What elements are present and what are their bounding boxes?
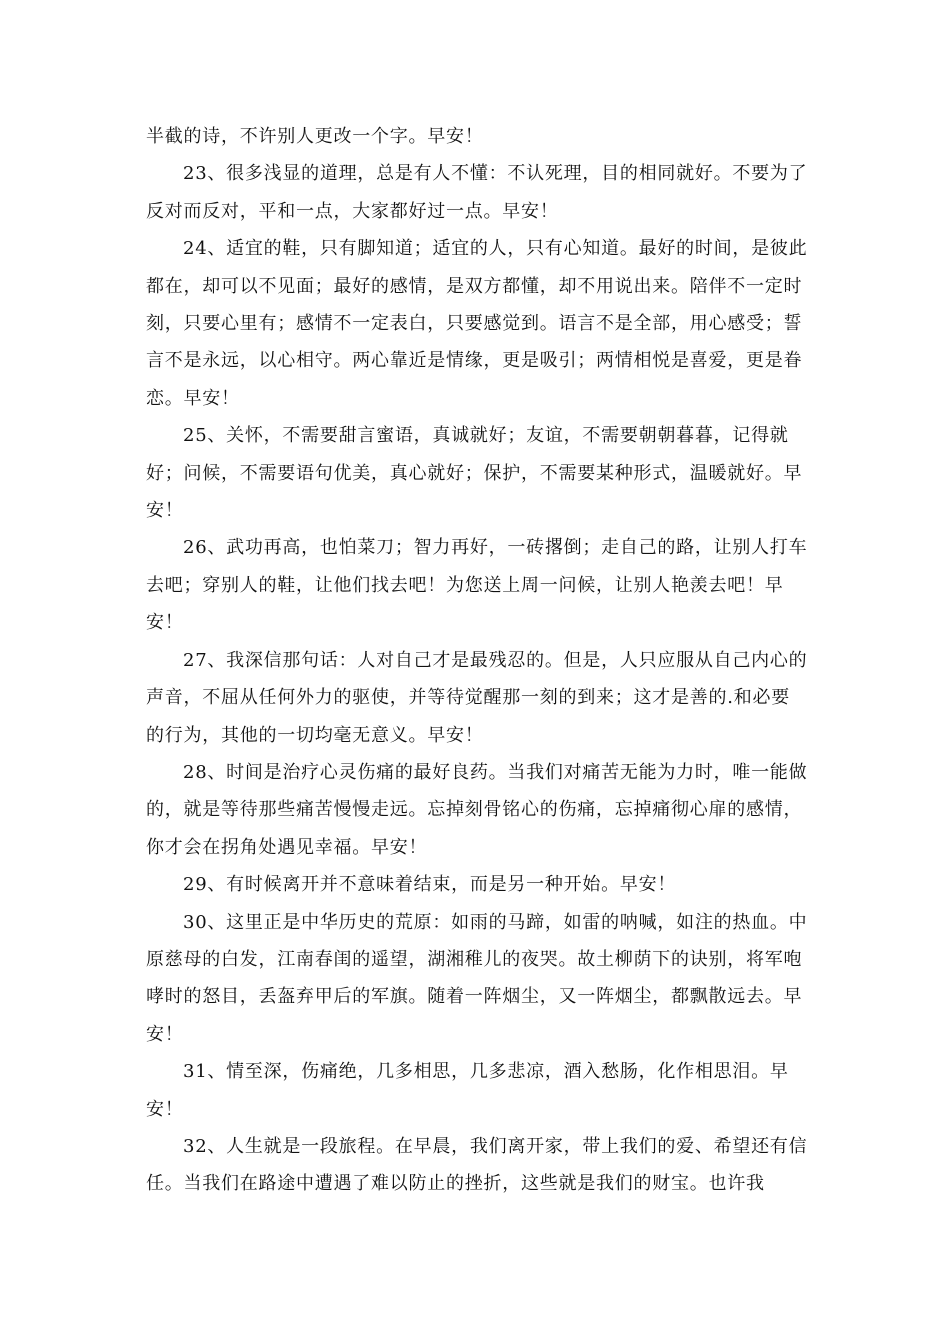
paragraph: 半截的诗，不许别人更改一个字。早安！: [146, 126, 484, 147]
paragraph: 26、武功再高，也怕菜刀；智力再好，一砖撂倒；走自己的路，让别人打车去吧；穿别人的鞋，让他们找去吧！为您送上周一问候，让别人艳羡去吧！早安！: [146, 537, 808, 634]
paragraph: 25、关怀，不需要甜言蜜语，真诚就好；友谊，不需要朝朝暮暮，记得就好；问候，不需要语句优美，真心就好；保护，不需要某种形式，温暖就好。早安！: [146, 425, 803, 522]
paragraph: 28、时间是治疗心灵伤痛的最好良药。当我们对痛苦无能为力时，唯一能做的，就是等待那些痛苦慢慢走远。忘掉刻骨铭心的伤痛，忘掉痛彻心扉的感情，你才会在拐角处遇见幸福。早安！: [146, 761, 808, 858]
paragraph: 23、很多浅显的道理，总是有人不懂：不认死理，目的相同就好。不要为了反对而反对，平和一点，大家都好过一点。早安！: [146, 163, 808, 222]
paragraph: 29、有时候离开并不意味着结束，而是另一种开始。早安！: [183, 874, 677, 896]
document-page: [146, 118, 808, 1203]
paragraph: 30、这里正是中华历史的荒原：如雨的马蹄，如雷的呐喊，如注的热血。中原慈母的白发，江南春闺的遥望，湖湘稚儿的夜哭。故土柳荫下的诀别，将军咆哮时的怒目，丢盔弃甲后的军旗。随着一阵烟尘，又一阵烟尘，都飘散远去。早安！: [146, 911, 808, 1045]
paragraph: 32、人生就是一段旅程。在早晨，我们离开家，带上我们的爱、希望还有信任。当我们在路途中遭遇了难以防止的挫折，这些就是我们的财宝。也许我: [146, 1135, 808, 1195]
paragraph: 24、适宜的鞋，只有脚知道；适宜的人，只有心知道。最好的时间，是彼此都在，却可以不见面；最好的感情，是双方都懂，却不用说出来。陪伴不一定时刻，只要心里有；感情不一定表白，只要感觉到。语言不是全部，用心感受；誓言不是永远，以心相守。两心靠近是情缘，更是吸引；两情相悦是喜爱，更是眷恋。早安！: [146, 238, 808, 409]
paragraph: 27、我深信那句话：人对自己才是最残忍的。但是，人只应服从自己内心的声音，不屈从任何外力的驱使，并等待觉醒那一刻的到来；这才是善的.和必要的行为，其他的一切均毫无意义。早安！: [146, 649, 808, 746]
paragraph: 31、情至深，伤痛绝，几多相思，几多悲凉，酒入愁肠，化作相思泪。早安！: [146, 1061, 789, 1120]
